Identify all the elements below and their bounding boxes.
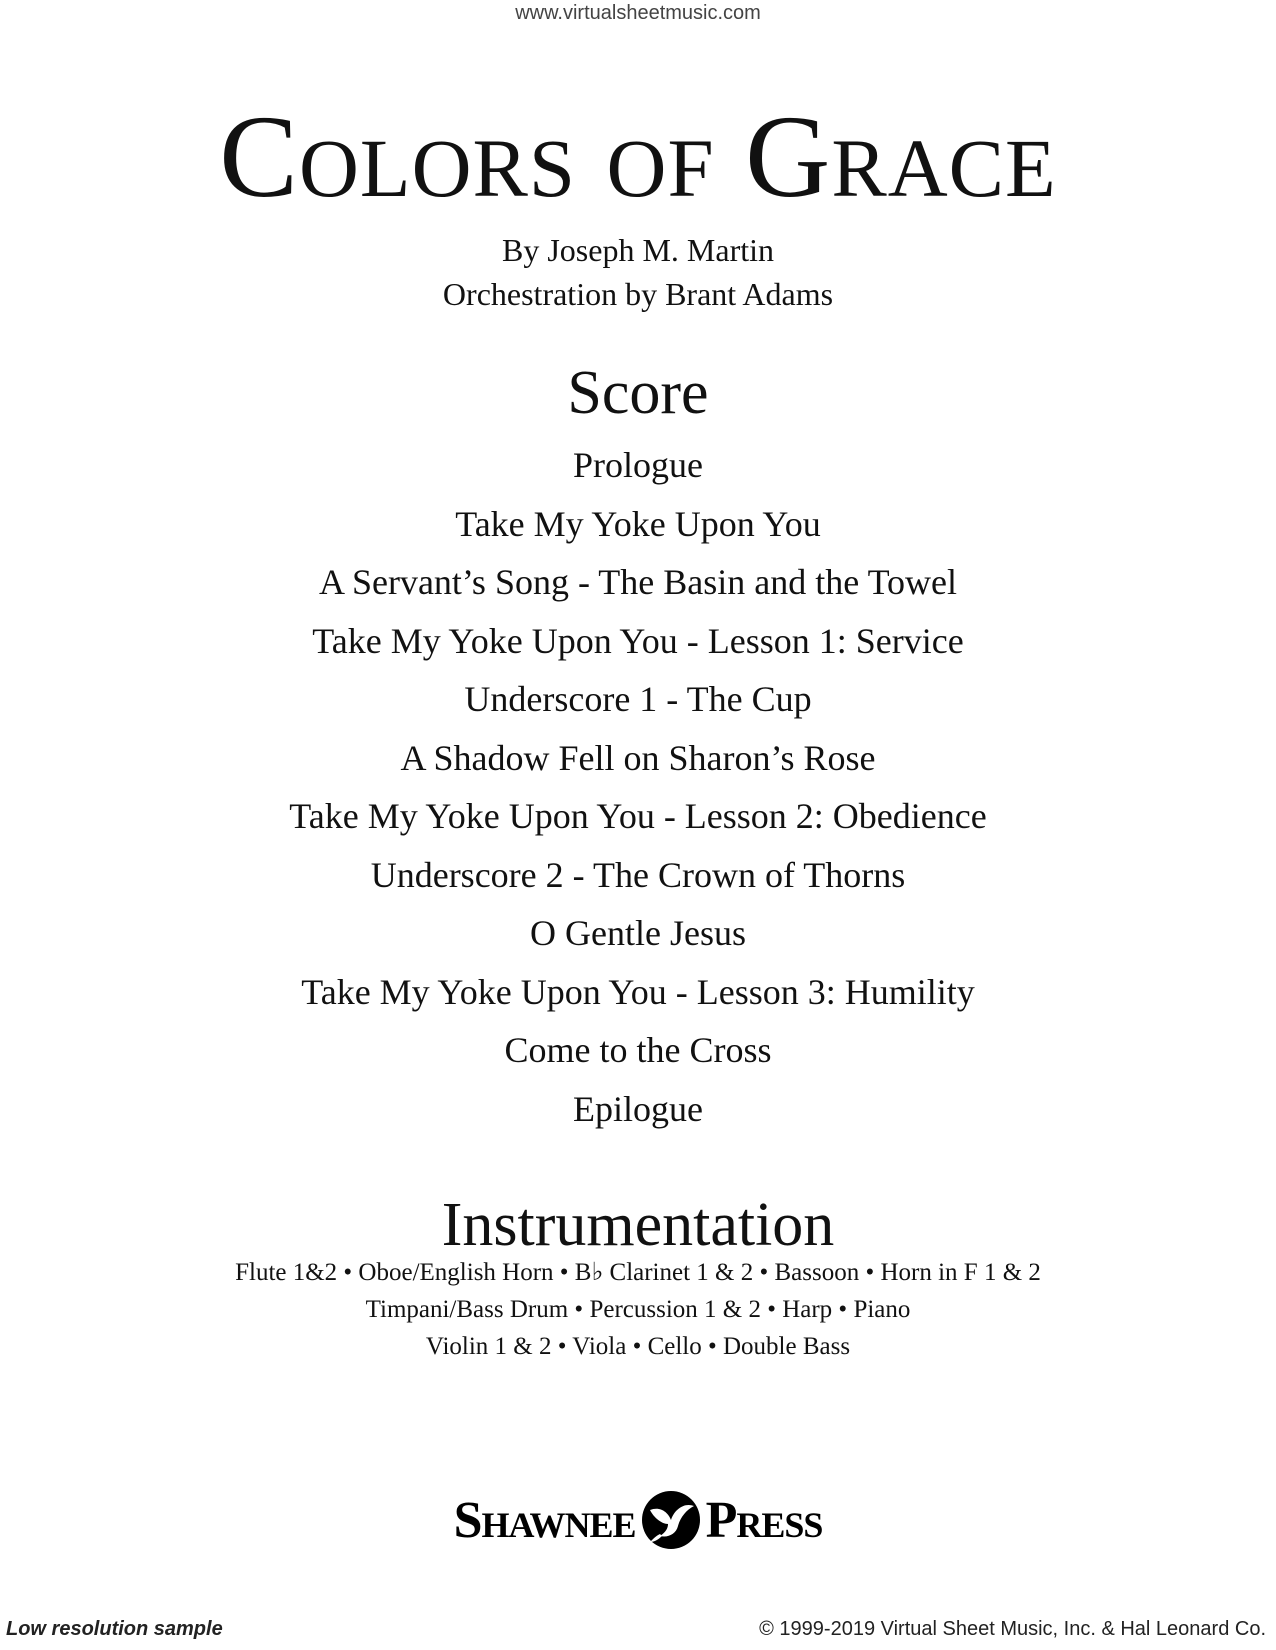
- publisher-logo: [0, 1490, 1276, 1550]
- instrumentation-list: [0, 1254, 1276, 1365]
- instrumentation-line: Violin 1 & 2 • Viola • Cello • Double Bass: [425, 1333, 851, 1360]
- publisher-name-left: Shawnee: [453, 1491, 636, 1549]
- publisher-name-right: Press: [705, 1491, 823, 1549]
- contents-item: Take My Yoke Upon You - Lesson 3: Humility: [301, 971, 975, 1012]
- watermark-url: www.virtualsheetmusic.com: [515, 2, 761, 24]
- contents-item: Underscore 1 - The Cup: [464, 679, 812, 719]
- copyright-notice: © 1999-2019 Virtual Sheet Music, Inc. & Hal Leonard Co.: [759, 1618, 1266, 1640]
- contents-item: Come to the Cross: [504, 1030, 772, 1070]
- sample-notice: Low resolution sample: [6, 1618, 223, 1640]
- contents-item: Take My Yoke Upon You: [455, 503, 821, 544]
- instrumentation-heading: Instrumentation: [441, 1191, 835, 1259]
- score-contents-list: [0, 436, 1276, 1138]
- dove-icon: [638, 1490, 704, 1550]
- contents-item: Epilogue: [573, 1088, 703, 1129]
- page-title: Colors of Grace: [219, 91, 1057, 222]
- orchestrator-credit: Orchestration by Brant Adams: [442, 276, 834, 312]
- contents-item: A Shadow Fell on Sharon’s Rose: [400, 737, 876, 778]
- composer-credit: By Joseph M. Martin: [502, 232, 774, 268]
- instrumentation-line: Flute 1&2 • Oboe/English Horn • B♭ Clarinet 1 & 2 • Bassoon • Horn in F 1 & 2: [235, 1259, 1041, 1286]
- instrumentation-line: Timpani/Bass Drum • Percussion 1 & 2 • Harp • Piano: [365, 1296, 911, 1323]
- contents-item: Take My Yoke Upon You - Lesson 2: Obedience: [289, 796, 987, 836]
- contents-item: Prologue: [573, 445, 703, 485]
- contents-item: O Gentle Jesus: [530, 913, 746, 953]
- credits: [0, 228, 1276, 316]
- contents-item: A Servant’s Song - The Basin and the Towel: [318, 562, 958, 602]
- score-heading: Score: [567, 359, 709, 427]
- contents-item: Underscore 2 - The Crown of Thorns: [370, 854, 906, 895]
- contents-item: Take My Yoke Upon You - Lesson 1: Service: [312, 620, 964, 661]
